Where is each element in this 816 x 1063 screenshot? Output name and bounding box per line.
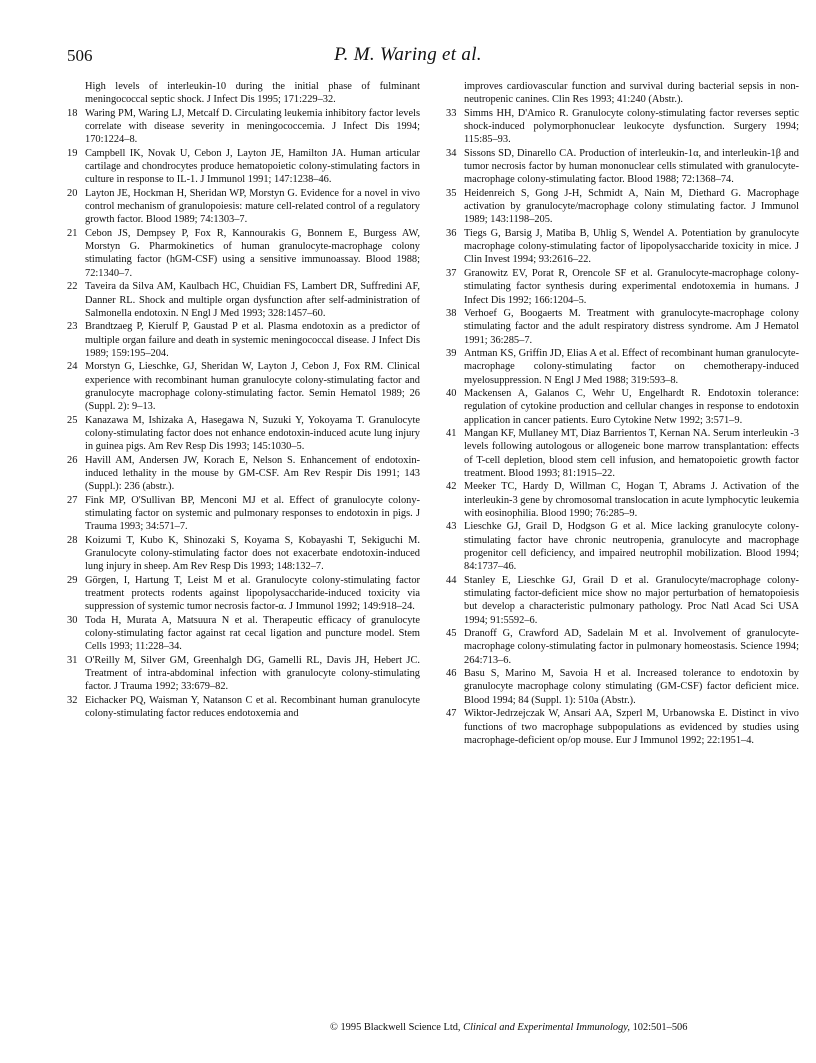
reference-text: Granowitz EV, Porat R, Orencole SF et al. Granulocyte-macrophage colony-stimulating factor synthesis during experimental endotoxemia in humans. J Infect Dis 1992; 166:1204–5. [464,267,799,306]
reference-item [67,320,420,360]
reference-text: Simms HH, D'Amico R. Granulocyte colony-stimulating factor reverses septic shock-induced polymorphonuclear leukocyte dysfunction. Surgery 1994; 115:85–93. [464,107,799,146]
reference-text: Koizumi T, Kubo K, Shinozaki S, Koyama S, Kobayashi T, Sekiguchi M. Granulocyte colony-stimulating factor does not exacerbate endotoxin-induced lung injury in sheep. Am Rev Resp Dis 1993; 148:132–7. [85,534,420,573]
reference-number: 32 [67,694,78,706]
journal-name: Clinical and Experimental Immunology, [463,1022,630,1033]
reference-item [67,454,420,494]
reference-text: Antman KS, Griffin JD, Elias A et al. Effect of recombinant human granulocyte-macrophage colony-stimulating factor on chemotherapy-induced myelosuppression. N Engl J Med 1988; 319:593–8. [464,347,799,386]
reference-item [67,414,420,454]
reference-item [446,667,799,707]
reference-item [446,347,799,387]
reference-text: Fink MP, O'Sullivan BP, Menconi MJ et al. Effect of granulocyte colony-stimulating factor on systemic and pulmonary responses to endotoxin in pigs. J Trauma 1993; 34:571–7. [85,494,420,533]
reference-text: Taveira da Silva AM, Kaulbach HC, Chuidian FS, Lambert DR, Suffredini AF, Danner RL. Shock and multiple organ dysfunction after self-administration of Salmonella endotoxin. N Engl J Med 1993; 328:1457–60. [85,281,420,319]
reference-number: 38 [446,307,457,319]
reference-item [446,307,799,347]
reference-number: 26 [67,454,78,466]
reference-number: 44 [446,574,457,586]
reference-item [67,614,420,654]
reference-text: Tiegs G, Barsig J, Matiba B, Uhlig S, Wendel A. Potentiation by granulocyte macrophage colony-stimulating factor of lipopolysaccharide toxicity in mice. J Clin Invest 1994; 93:2616–22. [464,227,799,266]
reference-item [67,694,420,721]
page-number: 506 [67,46,93,65]
reference-number: 39 [446,347,457,359]
reference-item [446,480,799,520]
reference-text: Sissons SD, Dinarello CA. Production of interleukin-1α, and interleukin-1β and tumor necrosis factor by human mononuclear cells stimulated with granulocyte-macrophage colony-stimulating factor. Blood 1988; 72:1368–74. [464,147,799,186]
reference-item [446,187,799,227]
reference-item [446,80,799,107]
reference-text: Brandtzaeg P, Kierulf P, Gaustad P et al. Plasma endotoxin as a predictor of multiple organ failure and death in systemic meningococcal disease. J Infect Dis 1989; 159:195–204. [85,321,420,359]
journal-pages: 102:501–506 [632,1022,688,1033]
reference-number: 47 [446,708,457,720]
reference-number: 41 [446,427,457,439]
reference-number: 31 [67,654,78,666]
reference-list-left [67,80,420,721]
reference-number: 46 [446,668,457,680]
reference-text: Lieschke GJ, Grail D, Hodgson G et al. Mice lacking granulocyte colony-stimulating factor have chronic neutropenia, granulocyte and macrophage progenitor cell deficiency, and impaired neutrophil mobilization. Blood 1994; 84:1737–46. [464,521,799,573]
reference-number: 23 [67,321,78,333]
reference-item [67,574,420,614]
reference-text: Görgen, I, Hartung T, Leist M et al. Granulocyte colony-stimulating factor treatment protects rodents against lipopolysaccharide-induced toxicity via suppression of systemic tumor necrosis factor-α. J Immunol 1992; 149:918–24. [85,574,420,613]
reference-item [446,427,799,480]
reference-item [67,187,420,227]
reference-text: Cebon JS, Dempsey P, Fox R, Kannourakis G, Bonnem E, Burgess AW, Morstyn G. Pharmokinetics of human granulocyte-macrophage colony stimulating factor (hGM-CSF) using a sensitive immunoassay. Blood 1988; 72:1340–7. [85,227,420,279]
reference-list-right [446,80,799,747]
reference-number: 42 [446,481,457,493]
reference-text: Campbell IK, Novak U, Cebon J, Layton JE, Hamilton JA. Human articular cartilage and chondrocytes produce hematopoietic colony-stimulating factors in culture in response to IL-1. J Immunol 1991; 147:1238–46. [85,147,420,186]
reference-text: Layton JE, Hockman H, Sheridan WP, Morstyn G. Evidence for a novel in vivo control mechanism of granulopoiesis: mature cell-related control of a regulatory growth factor. Blood 1989; 74:1303–7. [85,187,420,226]
reference-number: 22 [67,281,78,293]
reference-item [446,227,799,267]
reference-text: Waring PM, Waring LJ, Metcalf D. Circulating leukemia inhibitory factor levels correlate with disease severity in meningococcemia. J Infect Dis 1994; 170:1224–8. [85,107,420,146]
reference-number: 34 [446,147,457,159]
reference-number: 25 [67,414,78,426]
reference-item [67,147,420,187]
reference-text: Meeker TC, Hardy D, Willman C, Hogan T, Abrams J. Activation of the interleukin-3 gene by chromosomal translocation in acute lymphocytic leukemia with eosinophilia. Blood 1990; 76:285–9. [464,481,799,519]
reference-item [446,574,799,627]
reference-text: improves cardiovascular function and survival during bacterial sepsis in non-neutropenic canines. Clin Res 1993; 41:240 (Abstr.). [464,81,799,106]
reference-number: 33 [446,107,457,119]
reference-item [446,107,799,147]
reference-text: Kanazawa M, Ishizaka A, Hasegawa N, Suzuki Y, Yokoyama T. Granulocyte colony-stimulating factor does not enhance endotoxin-induced acute lung injury in guinea pigs. Am Rev Resp Dis 1993; 145:1030–5. [85,414,420,453]
reference-item [67,534,420,574]
reference-item [67,494,420,534]
reference-text: Mangan KF, Mullaney MT, Diaz Barrientos T, Kernan NA. Serum interleukin -3 levels following autologous or allogeneic bone marrow transplantation: effects of T-cell depletion, blood stem cell infusion, and hematopoietic growth factor treatment. Blood 1993; 81:1915–22. [464,427,799,479]
reference-text: High levels of interleukin-10 during the initial phase of fulminant meningococcal septic shock. J Infect Dis 1995; 171:229–32. [85,81,420,106]
running-head: P. M. Waring et al. [334,44,482,65]
reference-item [67,360,420,413]
copyright-text: © 1995 Blackwell Science Ltd, [330,1022,461,1033]
reference-text: Toda H, Murata A, Matsuura N et al. Therapeutic efficacy of granulocyte colony-stimulating factor against rat cecal ligation and puncture model. Stem Cells 1993; 11:228–34. [85,614,420,653]
reference-text: Stanley E, Lieschke GJ, Grail D et al. Granulocyte/macrophage colony-stimulating factor-deficient mice show no major perturbation of hematopoiesis but develop a characteristic pulmonary pathology. Proc Natl Acad Sci USA 1994; 91:5592–6. [464,574,799,626]
reference-number: 43 [446,521,457,533]
reference-text: Mackensen A, Galanos C, Wehr U, Engelhardt R. Endotoxin tolerance: regulation of cytokine production and cellular changes in response to endotoxin application in cancer patients. Euro Cytokine Netw 1992; 3:571–9. [464,387,799,426]
reference-item [67,107,420,147]
reference-text: Havill AM, Andersen JW, Korach E, Nelson S. Enhancement of endotoxin-induced lethality in the mouse by GM-CSF. Am Rev Respir Dis 1991; 143 (Suppl.): 236 (abstr.). [85,454,420,493]
reference-item [446,627,799,667]
reference-item [67,654,420,694]
reference-item [446,707,799,747]
reference-number: 30 [67,614,78,626]
reference-number: 18 [67,107,78,119]
reference-number: 20 [67,187,78,199]
reference-item [67,80,420,107]
reference-text: O'Reilly M, Silver GM, Greenhalgh DG, Gamelli RL, Davis JH, Hebert JC. Treatment of intra-abdominal infection with granulocyte colony-stimulating factor. J Trauma 1992; 33:679–82. [85,654,420,693]
reference-text: Morstyn G, Lieschke, GJ, Sheridan W, Layton J, Cebon J, Fox RM. Clinical experience with recombinant human granulocyte colony-stimulating factor and granulocyte macrophage colony-stimulating factor. Semin Hematol 1989; 26 (Suppl. 2): 9–13. [85,361,420,413]
reference-item [446,147,799,187]
reference-item [446,267,799,307]
reference-number: 36 [446,227,457,239]
reference-number: 29 [67,574,78,586]
reference-number: 37 [446,267,457,279]
reference-number: 40 [446,387,457,399]
reference-text: Dranoff G, Crawford AD, Sadelain M et al. Involvement of granulocyte-macrophage colony-stimulating factor in pulmonary homeostasis. Science 1994; 264:713–6. [464,628,799,666]
reference-text: Basu S, Marino M, Savoia H et al. Increased tolerance to endotoxin by granulocyte macrophage colony stimulating (GM-CSF) factor deficient mice. Blood 1994; 84 (Suppl. 1): 510a (Abstr.). [464,668,799,706]
reference-number: 21 [67,227,78,239]
reference-number: 28 [67,534,78,546]
reference-item [67,280,420,320]
reference-number: 45 [446,628,457,640]
reference-item [446,520,799,573]
reference-text: Eichacker PQ, Waisman Y, Natanson C et al. Recombinant human granulocyte colony-stimulating factor reduces endotoxemia and [85,694,420,720]
reference-text: Verhoef G, Boogaerts M. Treatment with granulocyte-macrophage colony stimulating factor and the adult respiratory distress syndrome. Am J Hematol 1991; 36:285–7. [464,307,799,346]
footer-copyright [330,1022,687,1033]
reference-item [67,227,420,280]
reference-number: 27 [67,494,78,506]
reference-number: 24 [67,361,78,373]
reference-text: Wiktor-Jedrzejczak W, Ansari AA, Szperl M, Urbanowska E. Distinct in vivo functions of two macrophage subpopulations as evidenced by studies using macrophage-deficient op/op mouse. Eur J Immunol 1992; 22:1951–4. [464,708,799,746]
reference-item [446,387,799,427]
reference-number: 19 [67,147,78,159]
reference-number: 35 [446,187,457,199]
reference-text: Heidenreich S, Gong J-H, Schmidt A, Nain M, Diethard G. Macrophage activation by granulocyte/macrophage colony stimulating factor. J Immunol 1989; 143:1198–205. [464,187,799,226]
